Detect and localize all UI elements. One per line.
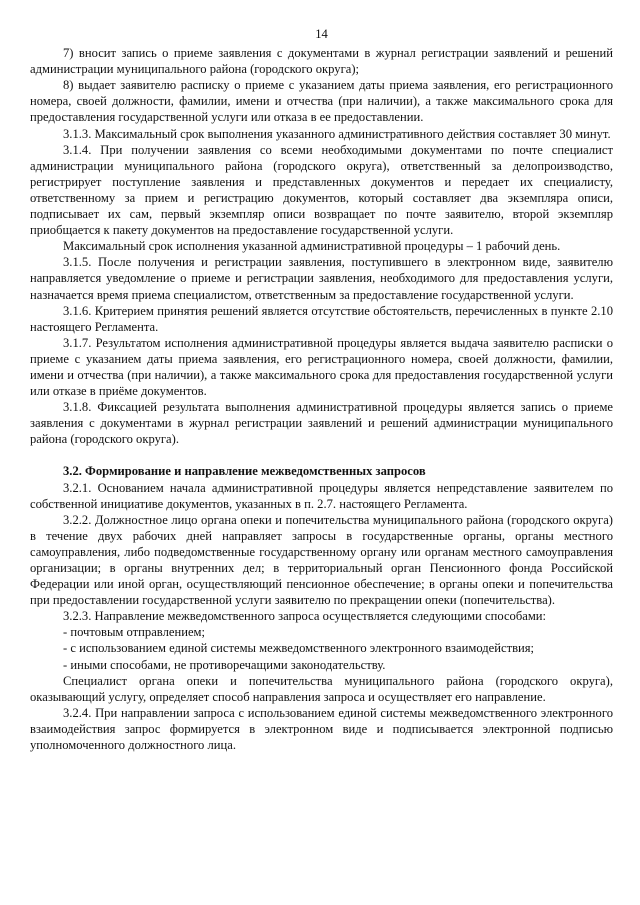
list-item-mail: - почтовым отправлением; — [63, 625, 205, 640]
paragraph-item-8: 8) выдает заявителю расписку о приеме с указанием даты приема заявления, его регистрационного номера, своей должности, фамилии, имени и отчества (при наличии), а также максимального срока для предоставления государственной услуги или отказа в ее предоставлении. — [30, 78, 613, 125]
paragraph-3-1-4: 3.1.4. При получении заявления со всеми необходимыми документами по почте специалист администрации муниципального района (городского округа), ответственный за делопроизводство, регистрирует поступление заявления и представленных документов и передает их специалисту, ответственному за прием и регистрацию документов, который составляет два экземпляра описи, подписывает их сам, первый экземпляр описи возвращает по почте заявителю, второй экземпляр приобщается к пакету документов на предоставление государственной услуги. — [30, 142, 613, 238]
paragraph-3-1-6: 3.1.6. Критерием принятия решений является отсутствие обстоятельств, перечисленных в пункте 2.10 настоящего Регламента. — [30, 303, 613, 334]
list-item-other: - иными способами, не противоречащими законодательству. — [63, 657, 386, 672]
paragraph-3-2-3: 3.2.3. Направление межведомственного запроса осуществляется следующими способами: — [63, 609, 547, 624]
paragraph-3-1-7: 3.1.7. Результатом исполнения административной процедуры является выдача заявителю расписки о приеме с указанием даты приема заявления, его регистрационного номера, своей должности, фамилии, имени и отчества (при наличии), а также максимального срока для предоставления государственной услуги или отказе в приёме документов. — [30, 335, 613, 399]
page-number: 14 — [315, 27, 328, 41]
paragraph-item-7: 7) вносит запись о приеме заявления с документами в журнал регистрации заявлений и решений администрации муниципального района (городского округа); — [30, 46, 613, 77]
paragraph-3-1-5: 3.1.5. После получения и регистрации заявления, поступившего в электронном виде, заявителю направляется уведомление о приеме и регистрации заявления, необходимого для предоставления услуги, назначается время приема специалистом, ответственным за предоставление государственной услуги. — [30, 255, 613, 302]
paragraph-3-2-1: 3.2.1. Основанием начала административной процедуры является непредставление заявителем по собственной инициативе документов, указанных в п. 2.7. настоящего Регламента. — [30, 480, 613, 511]
document-page — [30, 26, 613, 753]
paragraph-3-1-8: 3.1.8. Фиксацией результата выполнения административной процедуры является запись о приеме заявления с документами в журнал регистрации заявлений и решений администрации муниципального района (городского округа). — [30, 400, 613, 447]
paragraph-specialist: Специалист органа опеки и попечительства муниципального района (городского округа), оказывающий услугу, определяет способ направления запроса и осуществляет его направление. — [30, 673, 613, 704]
section-gap — [30, 447, 613, 463]
paragraph-max-term: Максимальный срок исполнения указанной административной процедуры – 1 рабочий день. — [63, 239, 561, 254]
paragraph-3-2-4: 3.2.4. При направлении запроса с использованием единой системы межведомственного электронного взаимодействия запрос формируется в электронном виде и подписывается электронной подписью уполномоченного должностного лица. — [30, 705, 613, 753]
paragraph-3-2-2: 3.2.2. Должностное лицо органа опеки и попечительства муниципального района (городского округа) в течение двух рабочих дней направляет запросы в государственные органы, органы местного самоуправления, либо подведомственные государственному органу или органам местного самоуправления организации; в органы внутренних дел; в территориальный орган Пенсионного фонда Российской Федерации или иной орган, осуществляющий пенсионное обеспечение; в органы опеки и попечительства при предоставлении государственной услуги заявителю по прекращении опеки (попечительства). — [30, 512, 613, 608]
section-heading: 3.2. Формирование и направление межведомственных запросов — [63, 464, 426, 479]
paragraph-3-1-3: 3.1.3. Максимальный срок выполнения указанного административного действия составляет 30 минут. — [63, 126, 611, 141]
list-item-electronic: - с использованием единой системы межведомственного электронного взаимодействия; — [63, 641, 535, 656]
